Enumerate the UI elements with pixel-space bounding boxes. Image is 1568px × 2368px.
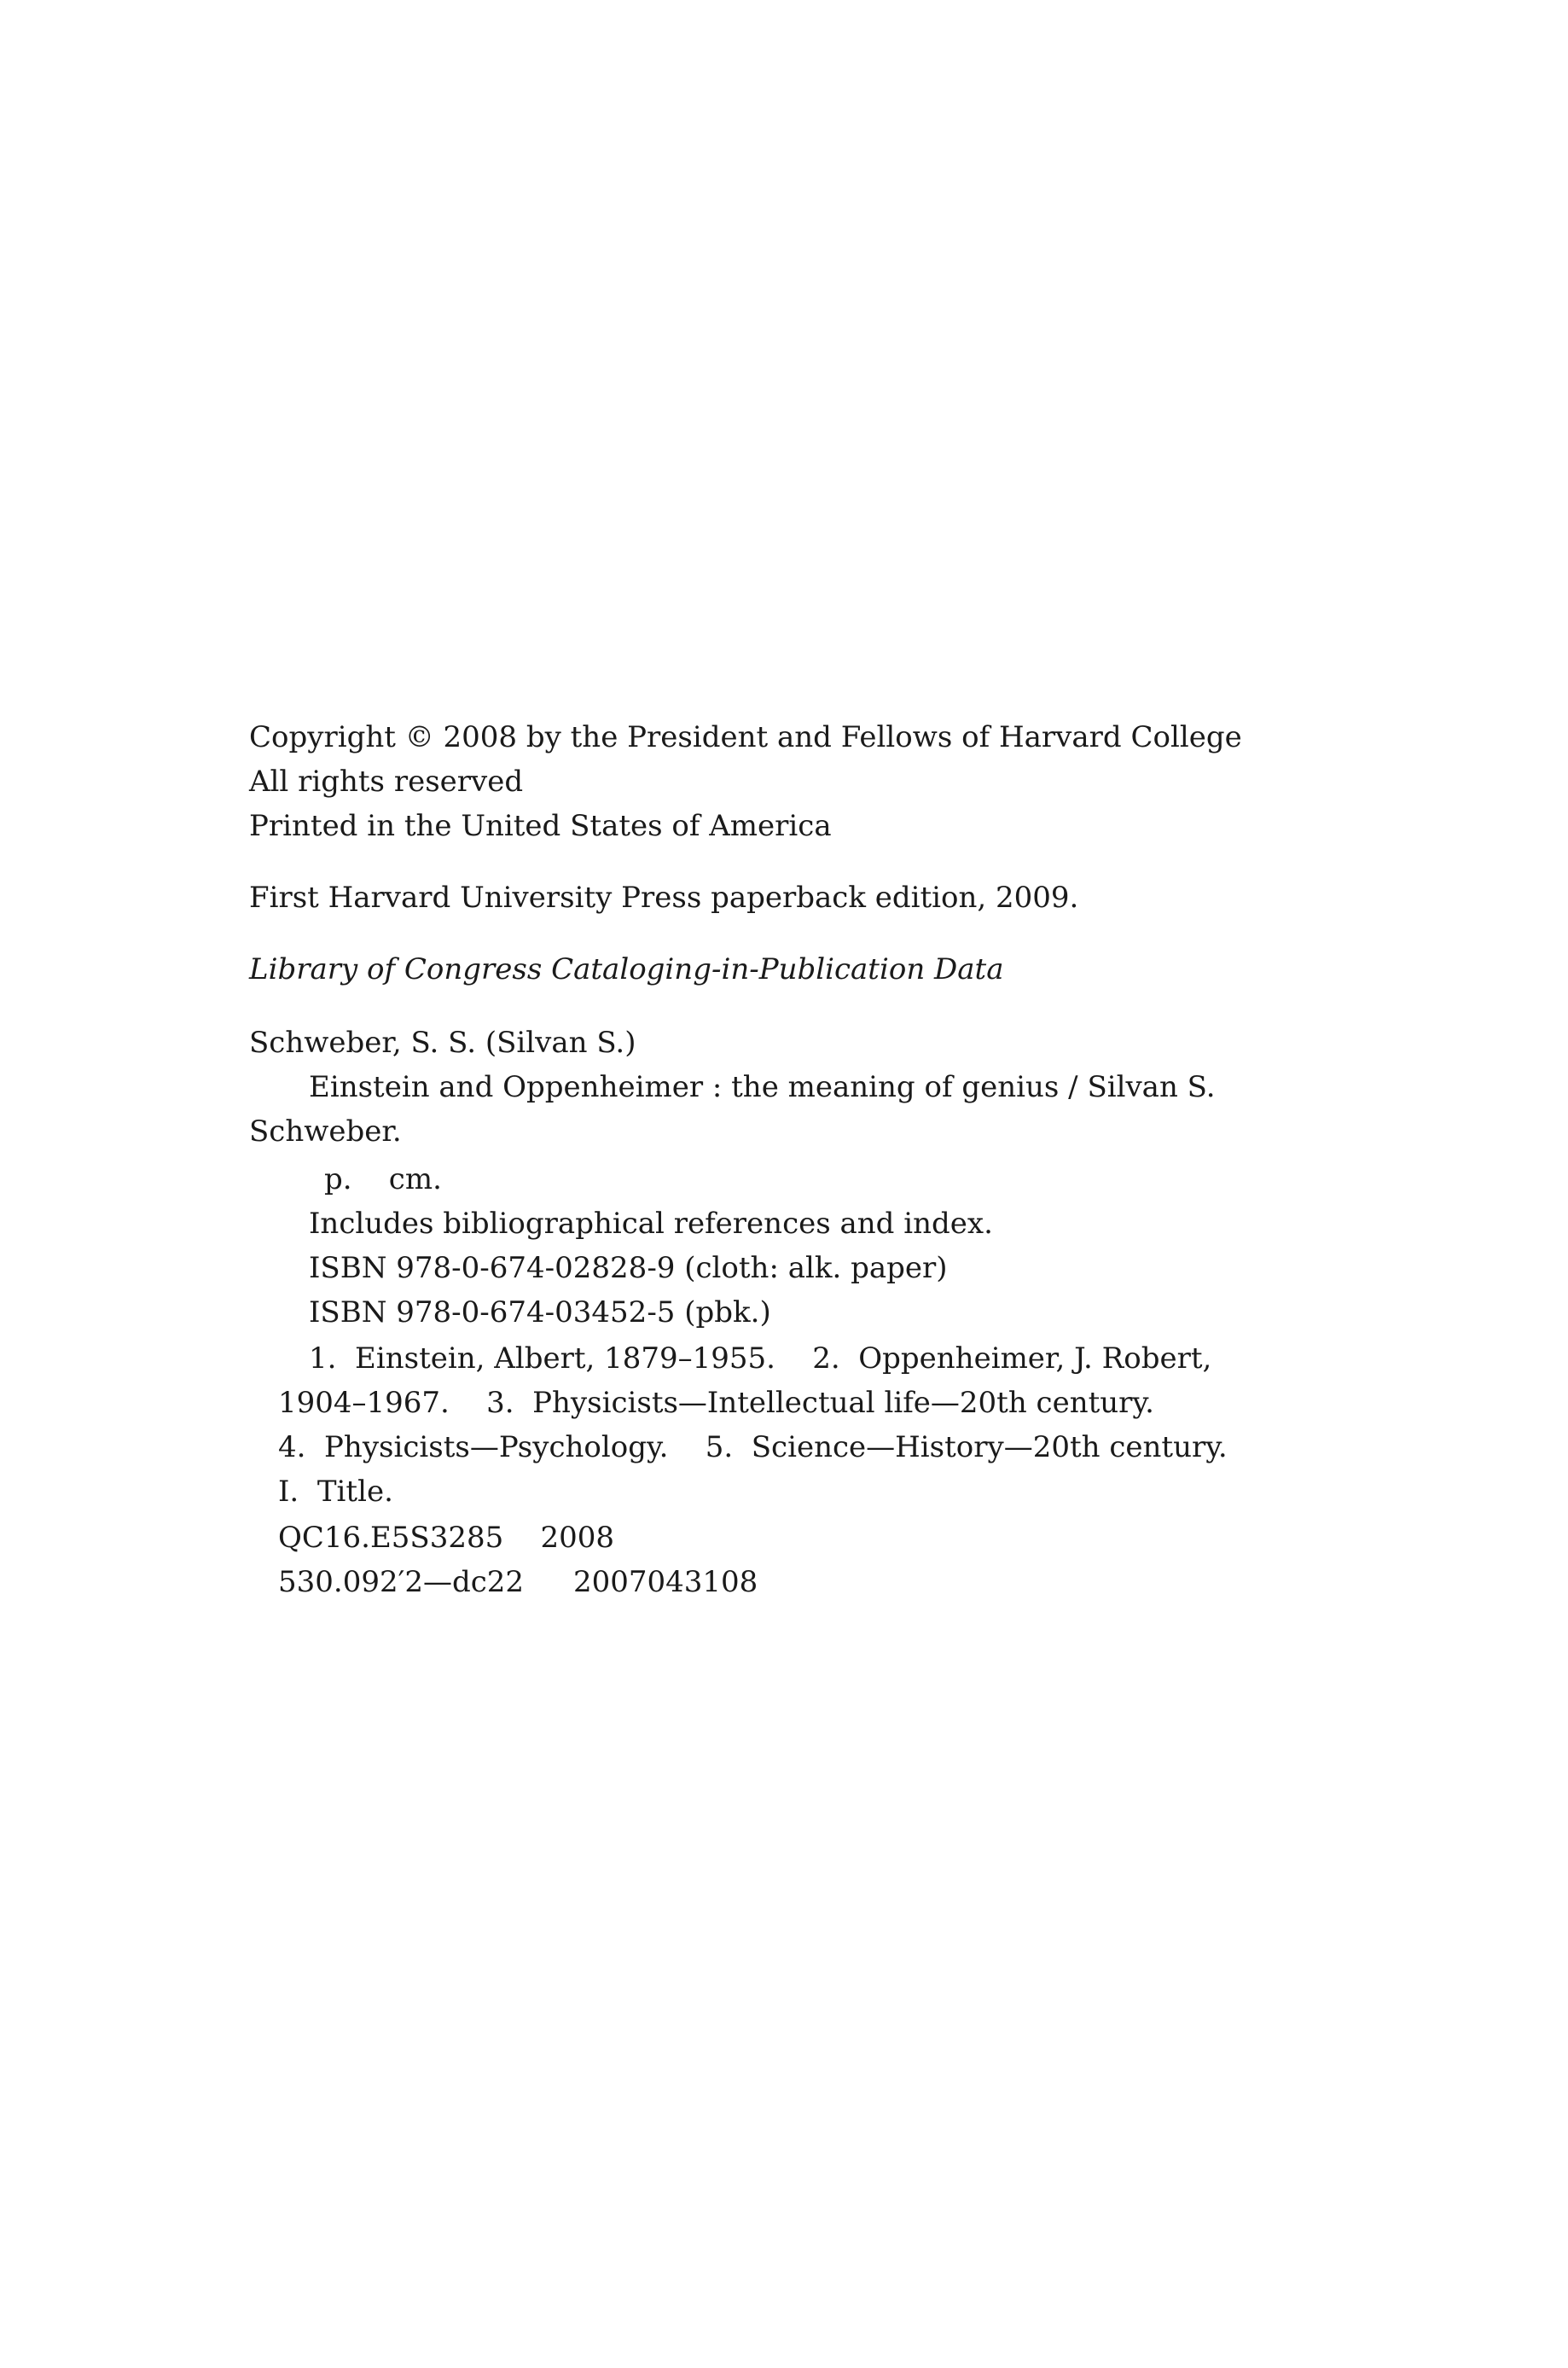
cip-heading: Library of Congress Cataloging-in-Publication Data [249, 952, 1004, 986]
cip-isbn-pbk: ISBN 978-0-674-03452-5 (pbk.) [309, 1295, 771, 1329]
printed-line: Printed in the United States of America [249, 809, 832, 843]
cip-lccn: 2007043108 [573, 1565, 758, 1599]
edition-line: First Harvard University Press paperback edition, 2009. [249, 881, 1079, 915]
cip-subjects-line2: 1904–1967. 3. Physicists—Intellectual life—20th century. [278, 1386, 1154, 1420]
cip-isbn-cloth: ISBN 978-0-674-02828-9 (cloth: alk. paper) [309, 1251, 948, 1285]
cip-notes: Includes bibliographical references and index. [309, 1207, 993, 1241]
cip-title-line2: Schweber. [249, 1114, 402, 1149]
copyright-line: Copyright © 2008 by the President and Fellows of Harvard College [249, 720, 1242, 754]
cip-lc-class: QC16.E5S3285 2008 [278, 1521, 614, 1555]
cip-title-line1: Einstein and Oppenheimer : the meaning of genius / Silvan S. [309, 1070, 1216, 1104]
cip-subjects-line4: I. Title. [278, 1475, 393, 1509]
cip-subjects-line1: 1. Einstein, Albert, 1879–1955. 2. Oppenheimer, J. Robert, [309, 1341, 1212, 1376]
cip-pagination: p. cm. [324, 1162, 442, 1196]
cip-subjects-line3: 4. Physicists—Psychology. 5. Science—History—20th century. [278, 1430, 1228, 1464]
cip-author: Schweber, S. S. (Silvan S.) [249, 1026, 636, 1060]
cip-dewey: 530.092′2—dc22 [278, 1565, 525, 1599]
rights-line: All rights reserved [249, 765, 524, 799]
